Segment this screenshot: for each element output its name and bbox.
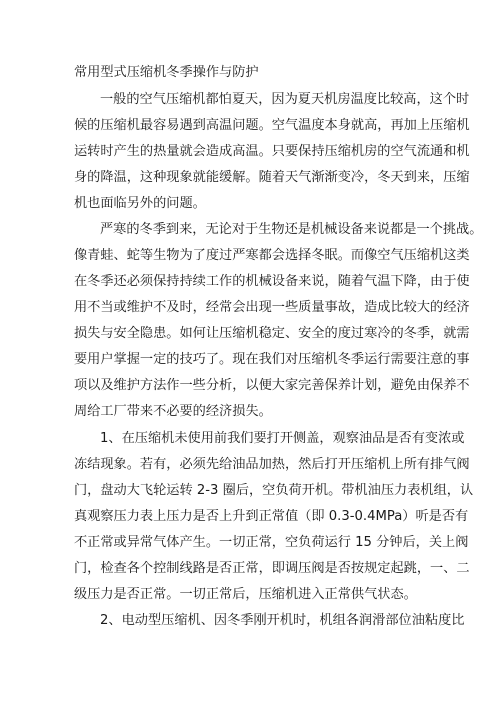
paragraph-1-line-1: 一般的空气压缩机都怕夏天，因为夏天机房温度比较高，这个时 (100, 92, 470, 107)
paragraph-3-line-4: 真观察压力表上压力是否上升到正常值（即 0.3-0.4MPa）听是否有 (74, 509, 469, 524)
paragraph-1-line-5: 机也面临另外的问题。 (74, 196, 206, 211)
paragraph-2-line-6: 要用户掌握一定的技巧了。现在我们对压缩机冬季运行需要注意的事 (74, 352, 470, 367)
document-title: 常用型式压缩机冬季操作与防护 (74, 65, 259, 80)
paragraph-3-line-1: 1、在压缩机未使用前我们要打开侧盖，观察油品是否有变浓或 (100, 431, 465, 446)
paragraph-3-line-6: 门，检查各个控制线路是否正常，即调压阀是否按规定起跳，一、二 (74, 561, 470, 576)
paragraph-1-line-4: 身的降温，这种现象就能缓解。随着天气渐渐变冷，冬天到来，压缩 (74, 170, 470, 185)
paragraph-2-line-5: 损失与安全隐患。如何让压缩机稳定、安全的度过寒冷的冬季，就需 (74, 326, 470, 341)
paragraph-1-line-2: 候的压缩机最容易遇到高温问题。空气温度本身就高，再加上压缩机 (74, 118, 470, 133)
paragraph-1-line-3: 运转时产生的热量就会造成高温。只要保持压缩机房的空气流通和机 (74, 144, 470, 159)
paragraph-2-line-8: 周给工厂带来不必要的经济损失。 (74, 404, 272, 419)
paragraph-2-line-3: 在冬季还必须保持持续工作的机械设备来说，随着气温下降，由于使 (74, 274, 470, 289)
paragraph-2-line-1: 严寒的冬季到来，无论对于生物还是机械设备来说都是一个挑战。 (100, 222, 483, 237)
paragraph-3-line-5: 不正常或异常气体产生。一切正常，空负荷运行 15 分钟后，关上阀 (74, 535, 469, 550)
paragraph-2-line-7: 项以及维护方法作一些分析，以便大家完善保养计划，避免由保养不 (74, 378, 470, 393)
paragraph-3-line-3: 门，盘动大飞轮运转 2-3 圈后，空负荷开机。带机油压力表机组，认 (74, 483, 474, 498)
paragraph-3-line-7: 级压力是否正常。一切正常后，压缩机进入正常供气状态。 (74, 587, 417, 602)
paragraph-3-line-2: 冻结现象。若有，必须先给油品加热，然后打开压缩机上所有排气阀 (74, 457, 470, 472)
paragraph-2-line-4: 用不当或维护不及时，经常会出现一些质量事故，造成比较大的经济 (74, 300, 470, 315)
paragraph-2-line-2: 像青蛙、蛇等生物为了度过严寒都会选择冬眠。而像空气压缩机这类 (74, 248, 470, 263)
paragraph-4-line-1: 2、电动型压缩机、因冬季刚开机时，机组各润滑部位油粘度比 (100, 613, 465, 628)
